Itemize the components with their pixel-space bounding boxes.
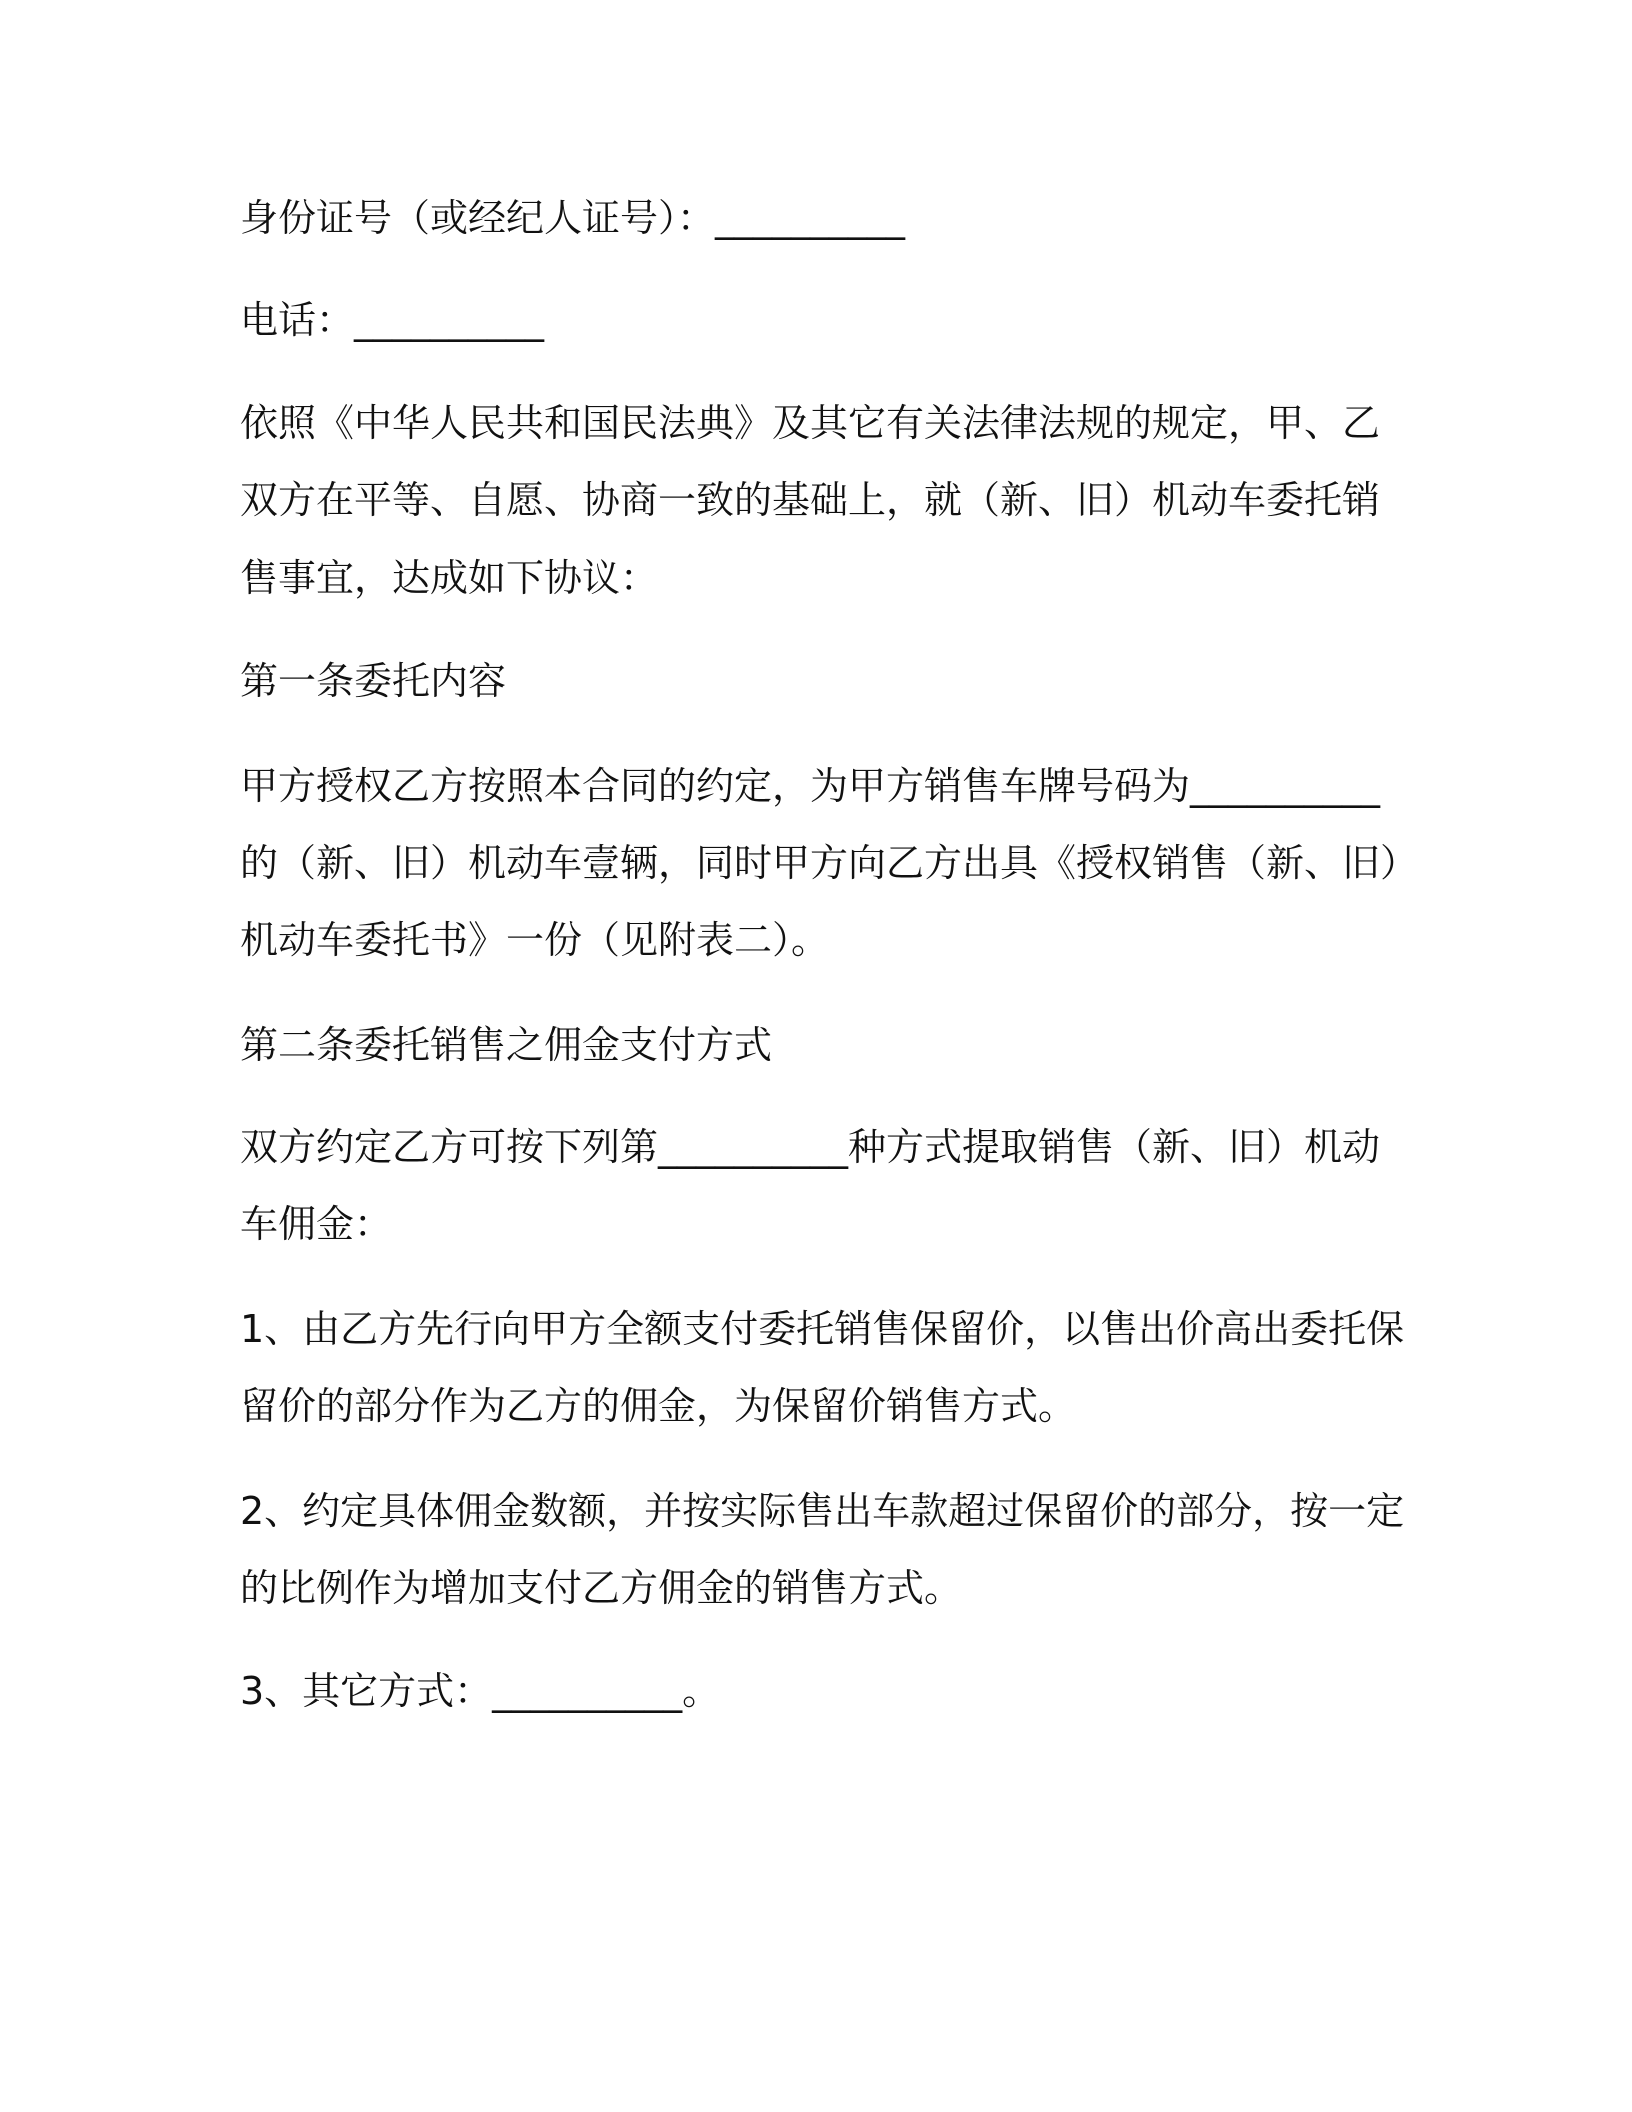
preamble-line-1: 依照《中华人民共和国民法典》及其它有关法律法规的规定，甲、乙 bbox=[240, 401, 1381, 445]
article-2-line-2: 车佣金： bbox=[240, 1202, 393, 1246]
article-1-line-2: 的（新、旧）机动车壹辆，同时甲方向乙方出具《授权销售（新、旧） bbox=[240, 841, 1419, 885]
article-1-line-3: 机动车委托书》一份（见附表二）。 bbox=[240, 918, 830, 962]
phone-line: 电话：__________ bbox=[240, 298, 545, 342]
preamble-line-2: 双方在平等、自愿、协商一致的基础上，就（新、旧）机动车委托销 bbox=[240, 478, 1381, 522]
option-3-line: 3、其它方式：__________。 bbox=[240, 1669, 721, 1713]
article-1-heading: 第一条委托内容 bbox=[240, 659, 507, 703]
preamble-line-3: 售事宜，达成如下协议： bbox=[240, 556, 659, 600]
article-1-line-1: 甲方授权乙方按照本合同的约定，为甲方销售车牌号码为__________ bbox=[240, 764, 1381, 808]
id-number-line: 身份证号（或经纪人证号）：__________ bbox=[240, 196, 906, 240]
option-2-line-1: 2、约定具体佣金数额，并按实际售出车款超过保留价的部分，按一定 bbox=[240, 1489, 1405, 1533]
option-1-line-1: 1、由乙方先行向甲方全额支付委托销售保留价，以售出价高出委托保 bbox=[240, 1307, 1405, 1351]
option-2-line-2: 的比例作为增加支付乙方佣金的销售方式。 bbox=[240, 1566, 963, 1610]
article-2-line-1: 双方约定乙方可按下列第__________种方式提取销售（新、旧）机动 bbox=[240, 1125, 1381, 1169]
option-1-line-2: 留价的部分作为乙方的佣金，为保留价销售方式。 bbox=[240, 1384, 1077, 1428]
article-2-heading: 第二条委托销售之佣金支付方式 bbox=[240, 1023, 773, 1067]
